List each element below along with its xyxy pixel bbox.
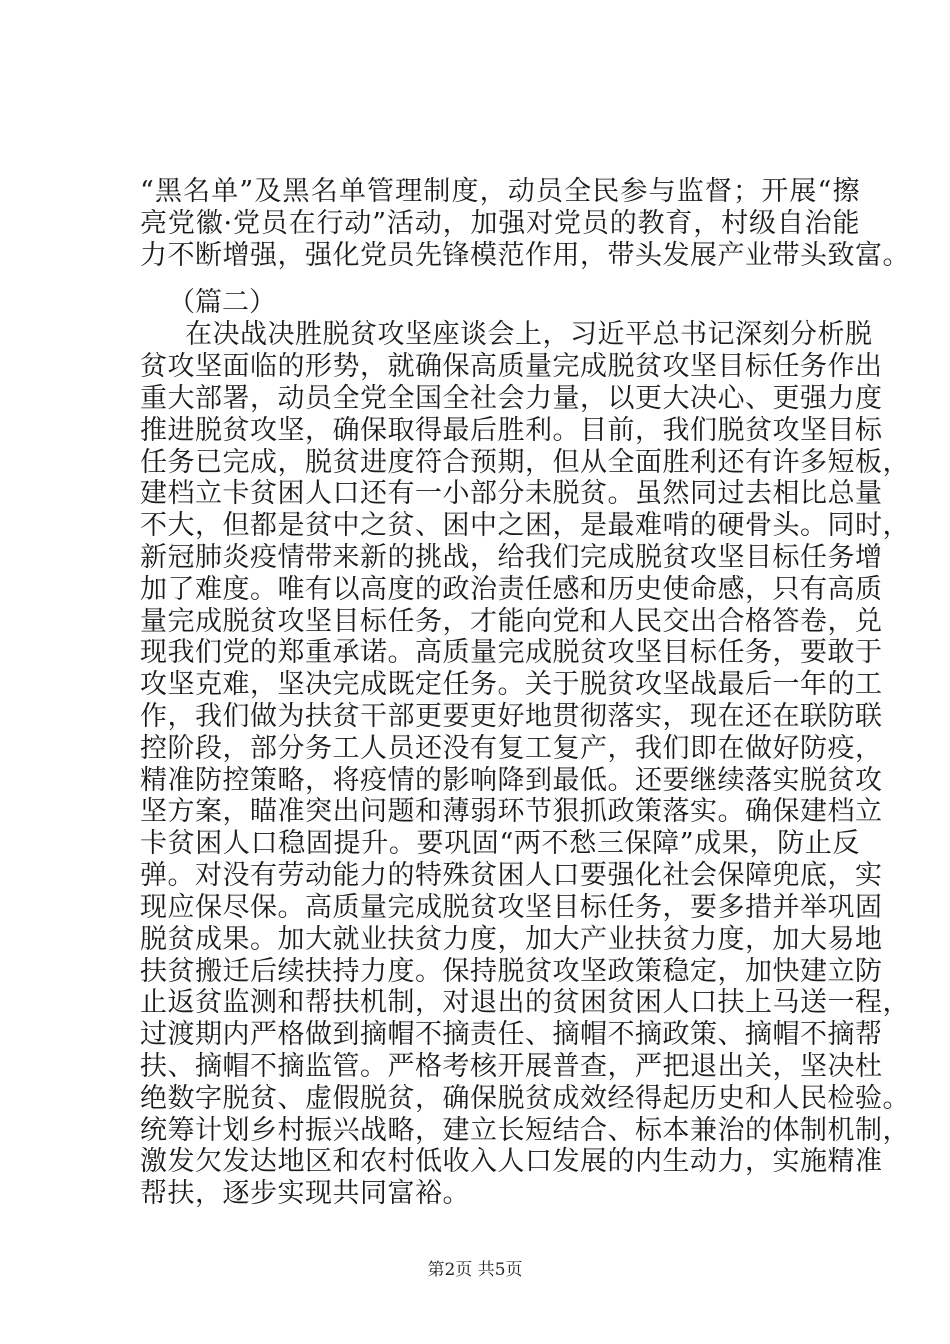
paragraph-line: 不大，但都是贫中之贫、困中之困，是最难啃的硬骨头。同时，	[140, 510, 910, 542]
page-footer: 第2页 共5页	[427, 1260, 523, 1280]
paragraph-line: 推进脱贫攻坚，确保取得最后胜利。目前，我们脱贫攻坚目标	[140, 414, 883, 446]
paragraph-line: 贫攻坚面临的形势，就确保高质量完成脱贫攻坚目标任务作出	[140, 351, 883, 383]
paragraph-line: 作，我们做为扶贫干部更要更好地贯彻落实，现在还在联防联	[140, 701, 883, 732]
paragraph-line: 止返贫监测和帮扶机制，对退出的贫困贫困人口扶上马送一程，	[140, 987, 910, 1019]
paragraph-line: 在决战决胜脱贫攻坚座谈会上，习近平总书记深刻分析脱	[185, 319, 873, 351]
paragraph-line: 过渡期内严格做到摘帽不摘责任、摘帽不摘政策、摘帽不摘帮	[140, 1019, 883, 1051]
paragraph-line: 攻坚克难，坚决完成既定任务。关于脱贫攻坚战最后一年的工	[140, 669, 883, 701]
section-heading: （篇二）	[168, 287, 276, 319]
paragraph-line: 扶贫搬迁后续扶持力度。保持脱贫攻坚政策稳定，加快建立防	[140, 955, 883, 987]
paragraph-line: 加了难度。唯有以高度的政治责任感和历史使命感，只有高质	[140, 573, 883, 605]
paragraph-line: 绝数字脱贫、虚假脱贫，确保脱贫成效经得起历史和人民检验。	[140, 1082, 910, 1114]
paragraph-line: 精准防控策略，将疫情的影响降到最低。还要继续落实脱贫攻	[140, 764, 883, 796]
paragraph-line: 扶、摘帽不摘监管。严格考核开展普查，严把退出关，坚决杜	[140, 1050, 883, 1082]
paragraph-line: 坚方案，瞄准突出问题和薄弱环节狠抓政策落实。确保建档立	[140, 796, 883, 828]
paragraph-line: 帮扶，逐步实现共同富裕。	[140, 1178, 470, 1210]
paragraph-line: 新冠肺炎疫情带来新的挑战，给我们完成脱贫攻坚目标任务增	[140, 541, 883, 573]
paragraph-line: 卡贫困人口稳固提升。要巩固“两不愁三保障”成果，防止反	[140, 828, 860, 860]
paragraph-line: 重大部署，动员全党全国全社会力量，以更大决心、更强力度	[140, 382, 883, 414]
paragraph-line: 控阶段，部分务工人员还没有复工复产，我们即在做好防疫，	[140, 732, 883, 764]
paragraph-line: 弹。对没有劳动能力的特殊贫困人口要强化社会保障兜底，实	[140, 860, 883, 892]
paragraph-line: 现应保尽保。高质量完成脱贫攻坚目标任务，要多措并举巩固	[140, 891, 883, 923]
paragraph-line: 激发欠发达地区和农村低收入人口发展的内生动力，实施精准	[140, 1146, 883, 1178]
paragraph-line: 任务已完成，脱贫进度符合预期，但从全面胜利还有许多短板，	[140, 446, 910, 478]
paragraph-line: 现我们党的郑重承诺。高质量完成脱贫攻坚目标任务，要敢于	[140, 637, 883, 669]
paragraph-line: 统筹计划乡村振兴战略，建立长短结合、标本兼治的体制机制，	[140, 1114, 910, 1146]
paragraph-line: 亮党徽·党员在行动”活动，加强对党员的教育，村级自治能	[140, 207, 860, 239]
paragraph-line: 量完成脱贫攻坚目标任务，才能向党和人民交出合格答卷，兑	[140, 605, 883, 637]
paragraph-line: 建档立卡贫困人口还有一小部分未脱贫。虽然同过去相比总量	[140, 478, 883, 510]
paragraph-line: 力不断增强，强化党员先锋模范作用，带头发展产业带头致富。	[140, 239, 910, 271]
paragraph-line: 脱贫成果。加大就业扶贫力度，加大产业扶贫力度，加大易地	[140, 923, 883, 955]
paragraph-line: “黑名单”及黑名单管理制度，动员全民参与监督；开展“擦	[140, 176, 860, 207]
